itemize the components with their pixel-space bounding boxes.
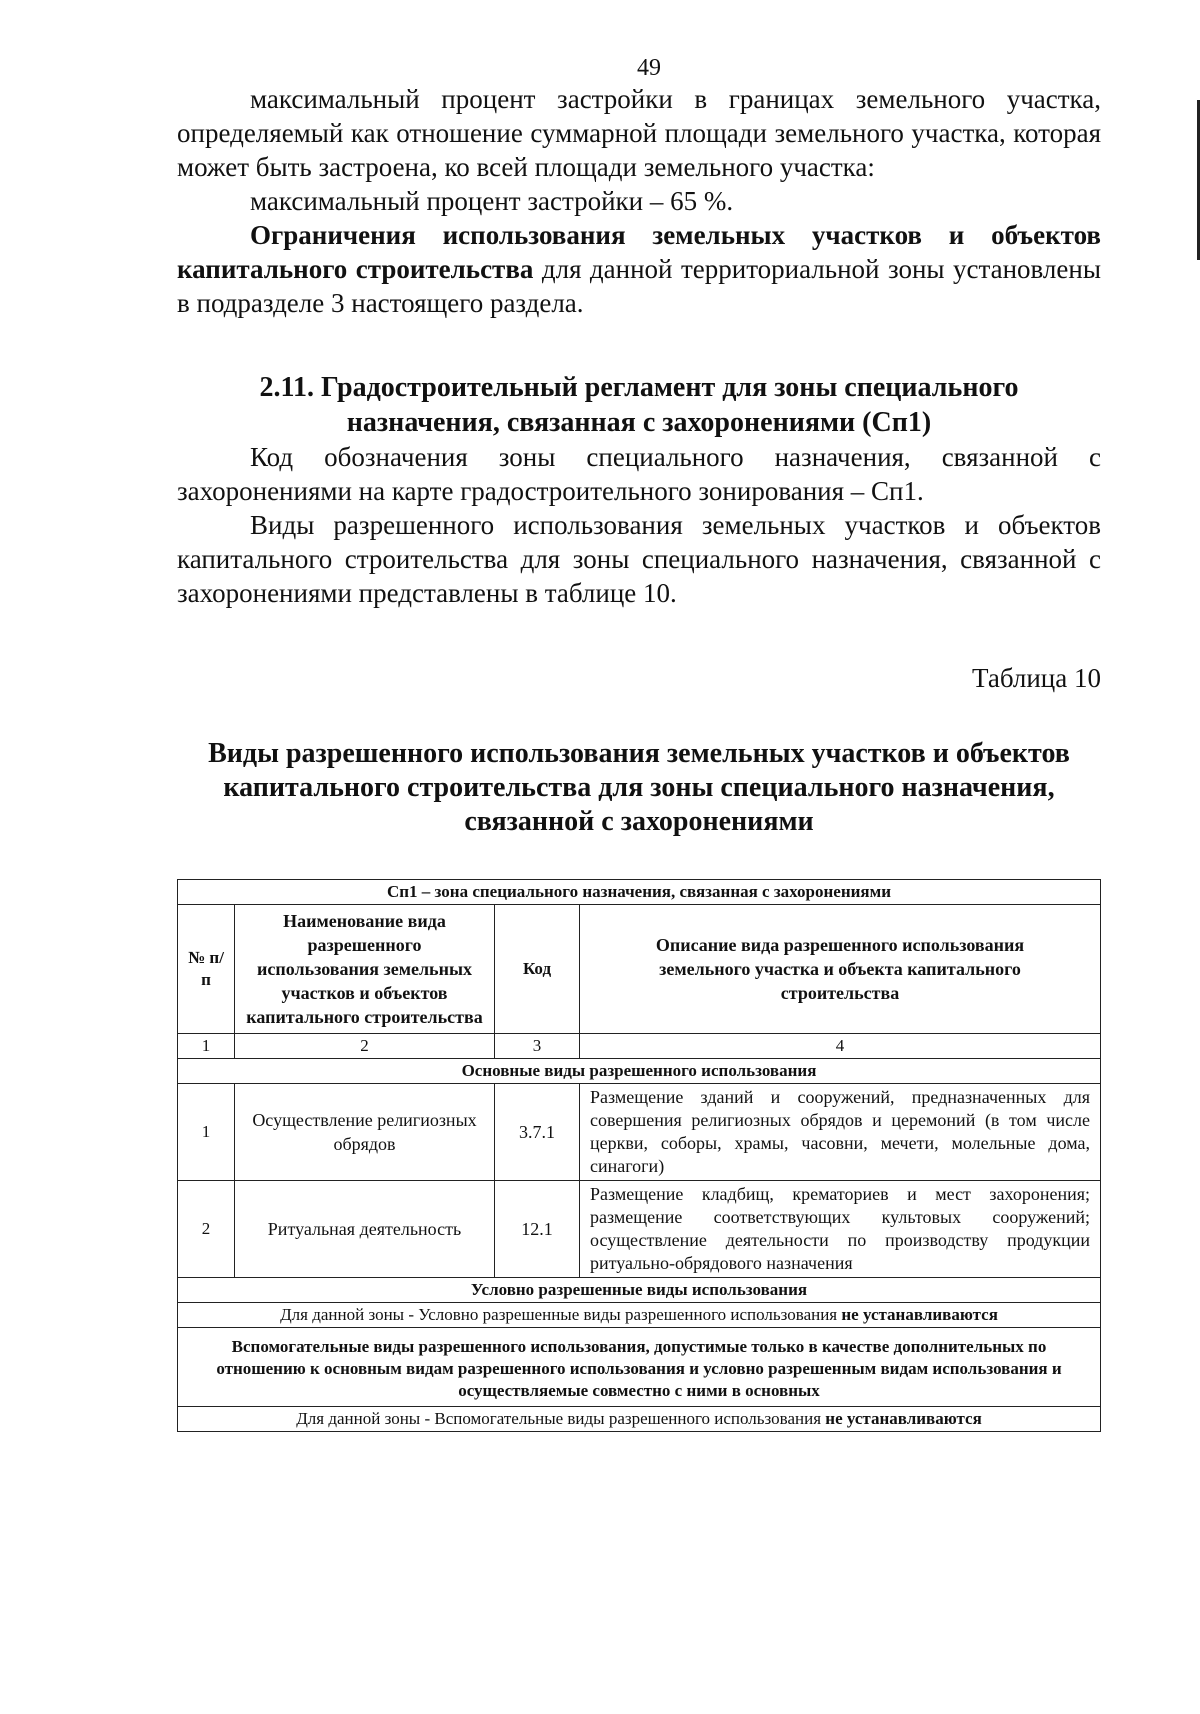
column-number-3: 3 bbox=[495, 1034, 580, 1059]
conditional-note-cell bbox=[178, 1303, 1101, 1328]
column-header-code: Код bbox=[495, 905, 580, 1034]
row-num: 1 bbox=[178, 1084, 235, 1181]
paragraph-max-percent-value: максимальный процент застройки – 65 %. bbox=[250, 186, 734, 216]
auxiliary-note-bold: не устанавливаются bbox=[825, 1409, 982, 1428]
row-code: 12.1 bbox=[495, 1181, 580, 1278]
column-number-4: 4 bbox=[580, 1034, 1101, 1059]
conditional-note-bold: не устанавливаются bbox=[841, 1305, 998, 1324]
table-column-numbers-row bbox=[178, 1034, 1101, 1059]
restrictions-rest-text: для данной территориальной зоны установлены в подразделе 3 настоящего раздела. bbox=[177, 254, 1101, 318]
restrictions-bold-text: Ограничения использования земельных участков и объектов капитального строительства bbox=[177, 220, 1101, 284]
row-name: Ритуальная деятельность bbox=[235, 1181, 495, 1278]
paragraph-usage-types: Виды разрешенного использования земельных участков и объектов капитального строительства для зоны специального назначения, связанной с захоронениями представлены в таблице 10. bbox=[177, 510, 1101, 608]
zone-header-cell: Сп1 – зона специального назначения, связанная с захоронениями bbox=[178, 880, 1101, 905]
column-number-2: 2 bbox=[235, 1034, 495, 1059]
auxiliary-section-cell: Вспомогательные виды разрешенного использования, допустимые только в качестве дополнительных по отношению к основным видам разрешенного использования и условно разрешенным видам использования и осуществляемые совместно с ними в основных bbox=[178, 1328, 1101, 1407]
table-column-header-row bbox=[178, 905, 1101, 1034]
row-desc: Размещение кладбищ, крематориев и мест захоронения; размещение соответствующих культовых сооружений; осуществление деятельности по производству продукции ритуально-обрядового назначения bbox=[580, 1181, 1101, 1278]
main-section-cell: Основные виды разрешенного использования bbox=[178, 1059, 1101, 1084]
column-number-1: 1 bbox=[178, 1034, 235, 1059]
table-row bbox=[178, 1084, 1101, 1181]
table-section-row bbox=[178, 1059, 1101, 1084]
table-zone-header-row bbox=[178, 880, 1101, 905]
row-code: 3.7.1 bbox=[495, 1084, 580, 1181]
table-title: Виды разрешенного использования земельных участков и объектов капитального строительства для зоны специального назначения, связанной с захоронениями bbox=[208, 738, 1070, 837]
paragraph-max-percent-definition: максимальный процент застройки в границах земельного участка, определяемый как отношение суммарной площади земельного участка, которая может быть застроена, ко всей площади земельного участка: bbox=[177, 84, 1101, 182]
paragraph-zone-code: Код обозначения зоны специального назначения, связанной с захоронениями на карте градостроительного зонирования – Сп1. bbox=[177, 442, 1101, 506]
paragraph-restrictions bbox=[177, 218, 1101, 320]
section-heading: 2.11. Градостроительный регламент для зоны специального назначения, связанная с захоронениями (Сп1) bbox=[259, 372, 1019, 438]
table-label: Таблица 10 bbox=[972, 663, 1101, 693]
column-header-num: № п/п bbox=[178, 905, 235, 1034]
table-section-row bbox=[178, 1278, 1101, 1303]
regulation-table bbox=[177, 879, 1101, 1432]
table-section-row bbox=[178, 1328, 1101, 1407]
conditional-note-text: Для данной зоны - Условно разрешенные виды разрешенного использования bbox=[280, 1305, 842, 1324]
document-page bbox=[177, 0, 1101, 1432]
row-name: Осуществление религиозных обрядов bbox=[235, 1084, 495, 1181]
auxiliary-note-cell bbox=[178, 1407, 1101, 1432]
table-note-row bbox=[178, 1407, 1101, 1432]
row-num: 2 bbox=[178, 1181, 235, 1278]
conditional-section-cell: Условно разрешенные виды использования bbox=[178, 1278, 1101, 1303]
auxiliary-note-text: Для данной зоны - Вспомогательные виды разрешенного использования bbox=[296, 1409, 826, 1428]
column-header-name: Наименование вида разрешенного использования земельных участков и объектов капитального строительства bbox=[235, 905, 495, 1034]
column-header-desc: Описание вида разрешенного использования земельного участка и объекта капитального строительства bbox=[580, 905, 1101, 1034]
table-note-row bbox=[178, 1303, 1101, 1328]
row-desc: Размещение зданий и сооружений, предназначенных для совершения религиозных обрядов и церемоний (в том числе церкви, соборы, храмы, часовни, мечети, молельные дома, синагоги) bbox=[580, 1084, 1101, 1181]
page-number: 49 bbox=[637, 55, 661, 81]
table-row bbox=[178, 1181, 1101, 1278]
